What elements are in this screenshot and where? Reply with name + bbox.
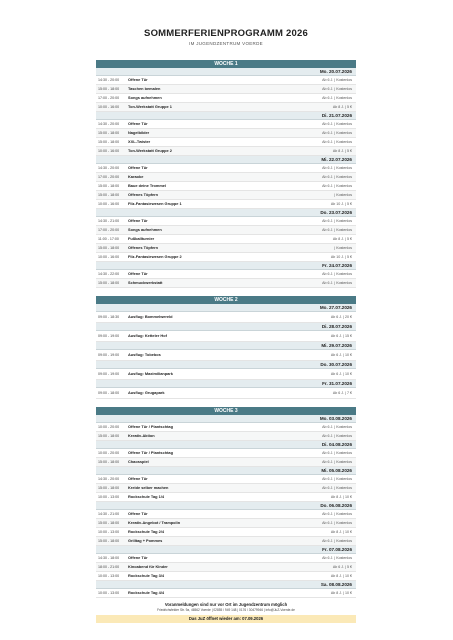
reopen-banner: Das JuZ öffnet wieder am: 07.09.2026 — [96, 615, 356, 623]
row-activity: Offene Tür — [128, 121, 148, 126]
row-price: Ab 6 J. | 10 € — [330, 353, 352, 357]
row-time: 17:00 - 20:00 — [98, 175, 120, 179]
row-price: Ab 6 J. | Kostenlos — [322, 521, 352, 525]
row-price: Ab 6 J. | Kostenlos — [322, 272, 352, 276]
row-price: Ab 6 J. | Kostenlos — [322, 556, 352, 560]
table-row — [96, 475, 356, 484]
row-price: Ab 8 J. | 5 € — [332, 149, 352, 153]
day-header: Di. 21.07.2026 — [96, 112, 356, 120]
row-price: Ab 6 J. | Kostenlos — [322, 87, 352, 91]
row-activity: XXL-Twister — [128, 139, 151, 144]
row-activity: Filz-Fantasiewesen Gruppe 1 — [128, 201, 182, 206]
table-row — [96, 589, 356, 598]
table-row — [96, 493, 356, 502]
row-price: Ab 6 J. | Kostenlos — [322, 460, 352, 464]
day-header: Mo. 27.07.2026 — [96, 304, 356, 312]
registration-note: Voranmeldungen sind nur vor Ort im Jugendzentrum möglich — [164, 602, 288, 607]
table-row — [96, 312, 356, 323]
row-activity: Nagelbilder — [128, 130, 150, 135]
table-row — [96, 85, 356, 94]
row-price: Ab 6 J. | Kostenlos — [322, 486, 352, 490]
row-time: 15:00 - 18:00 — [98, 87, 120, 91]
table-row — [96, 423, 356, 432]
row-price: Ab 6 J. | Kostenlos — [322, 122, 352, 126]
row-activity: Ausflug: Ketteler Hof — [128, 333, 167, 338]
row-activity: Karaoke — [128, 174, 144, 179]
page-title: SOMMERFERIENPROGRAMM 2026 — [144, 28, 308, 39]
row-time: 15:00 - 18:00 — [98, 140, 120, 144]
day-header: Do. 06.08.2026 — [96, 502, 356, 510]
row-activity: Offene Tür / Plantschtag — [128, 424, 173, 429]
row-activity: Chaosspiel — [128, 459, 149, 464]
row-activity: Ausflug: Grugapark — [128, 390, 165, 395]
row-activity: Ton-Werkstatt Gruppe 2 — [128, 148, 172, 153]
row-price: Ab 6 J. | Kostenlos — [322, 434, 352, 438]
table-row — [96, 432, 356, 441]
table-row — [96, 226, 356, 235]
day-header: Di. 28.07.2026 — [96, 323, 356, 331]
row-time: 10:00 - 20:00 — [98, 425, 120, 429]
row-price: Ab 8 J. | 10 € — [330, 530, 352, 534]
row-price: Ab 6 J. | Kostenlos — [322, 96, 352, 100]
row-price: Ab 6 J. | Kostenlos — [322, 451, 352, 455]
row-price: Ab 6 J. | Kostenlos — [322, 131, 352, 135]
row-price: Ab 6 J. | Kostenlos — [322, 477, 352, 481]
row-time: 15:00 - 18:00 — [98, 131, 120, 135]
table-row — [96, 270, 356, 279]
table-row — [96, 572, 356, 581]
row-activity: Rockschule Tag 2/4 — [128, 529, 165, 534]
table-row — [96, 200, 356, 209]
row-activity: Offene Tür — [128, 218, 148, 223]
row-time: 10:00 - 16:00 — [98, 105, 120, 109]
row-activity: Songs aufnehmen — [128, 95, 162, 100]
row-time: 10:00 - 13:00 — [98, 574, 120, 578]
row-time: 10:00 - 16:00 — [98, 202, 120, 206]
row-price: Ab 6 J. | 20 € — [330, 315, 352, 319]
table-row — [96, 94, 356, 103]
table-row — [96, 191, 356, 200]
day-header: Do. 30.07.2026 — [96, 361, 356, 369]
row-time: 14:30 - 20:00 — [98, 122, 120, 126]
table-row — [96, 537, 356, 546]
row-time: 14:30 - 21:00 — [98, 219, 120, 223]
table-row — [96, 129, 356, 138]
row-activity: Filz-Fantasiewesen Gruppe 2 — [128, 254, 182, 259]
row-time: 10:00 - 20:00 — [98, 451, 120, 455]
day-header: Mo. 20.07.2026 — [96, 68, 356, 76]
row-price: Ab 6 J. | 7 € — [332, 391, 352, 395]
row-time: 09:00 - 18:30 — [98, 315, 120, 319]
row-activity: Offene Tür — [128, 511, 148, 516]
week-header: WOCHE 2 — [96, 296, 356, 304]
row-price: Ab 8 J. | 5 € — [332, 237, 352, 241]
table-row — [96, 182, 356, 191]
table-row — [96, 369, 356, 380]
row-activity: Offene Tür — [128, 476, 148, 481]
page-subtitle: IM JUGENDZENTRUM VOERDE — [189, 41, 263, 46]
table-row — [96, 458, 356, 467]
row-price: Ab 8 J. | 10 € — [330, 495, 352, 499]
row-activity: Offene Tür — [128, 555, 148, 560]
row-time: 14:30 - 20:00 — [98, 166, 120, 170]
row-activity: Songs aufnehmen — [128, 227, 162, 232]
row-time: 10:00 - 13:00 — [98, 530, 120, 534]
row-activity: Taschen bemalen — [128, 86, 161, 91]
table-row — [96, 253, 356, 262]
row-time: 10:00 - 13:00 — [98, 591, 120, 595]
row-time: 17:00 - 20:00 — [98, 96, 120, 100]
row-price: Ab 6 J. | Kostenlos — [322, 281, 352, 285]
day-header: Mi. 22.07.2026 — [96, 156, 356, 164]
row-time: 14:30 - 20:00 — [98, 78, 120, 82]
row-activity: Rockschule Tag 4/4 — [128, 590, 165, 595]
day-header: Sa. 08.08.2026 — [96, 581, 356, 589]
day-header: Fr. 24.07.2026 — [96, 262, 356, 270]
row-time: 14:30 - 22:00 — [98, 272, 120, 276]
row-time: 10:00 - 16:00 — [98, 149, 120, 153]
row-price: | Kostenlos — [334, 246, 352, 250]
day-header: Mi. 29.07.2026 — [96, 342, 356, 350]
row-price: Ab 8 J. | 10 € — [330, 574, 352, 578]
row-time: 09:00 - 19:00 — [98, 372, 120, 376]
row-activity: Ton-Werkstatt Gruppe 1 — [128, 104, 172, 109]
table-row — [96, 519, 356, 528]
row-time: 09:00 - 19:00 — [98, 353, 120, 357]
day-header: Mo. 03.08.2026 — [96, 415, 356, 423]
row-time: 15:00 - 18:00 — [98, 246, 120, 250]
row-activity: Offene Tür — [128, 271, 148, 276]
row-time: 09:00 - 18:00 — [98, 391, 120, 395]
row-activity: Kreide selber machen — [128, 485, 169, 490]
weeks-container — [96, 60, 356, 598]
row-price: Ab 6 J. | Kostenlos — [322, 78, 352, 82]
table-row — [96, 279, 356, 288]
table-row — [96, 484, 356, 493]
row-time: 10:00 - 13:00 — [98, 495, 120, 499]
row-activity: Rockschule Tag 1/4 — [128, 494, 165, 499]
table-row — [96, 554, 356, 563]
day-header: Fr. 31.07.2026 — [96, 380, 356, 388]
row-price: Ab 8 J. | 5 € — [332, 105, 352, 109]
row-activity: Offenes Töpfern — [128, 192, 159, 197]
row-time: 15:00 - 18:00 — [98, 281, 120, 285]
row-time: 11:00 - 17:00 — [98, 237, 119, 241]
row-price: Ab 6 J. | Kostenlos — [322, 219, 352, 223]
row-price: Ab 8 J. | 10 € — [330, 591, 352, 595]
row-activity: Offene Tür / Plantschtag — [128, 450, 173, 455]
table-row — [96, 103, 356, 112]
day-header: Di. 04.08.2026 — [96, 441, 356, 449]
table-row — [96, 244, 356, 253]
row-time: 10:00 - 16:00 — [98, 255, 120, 259]
row-price: Ab 6 J. | 15 € — [330, 334, 352, 338]
row-price: Ab 6 J. | 10 € — [330, 372, 352, 376]
row-time: 15:00 - 18:00 — [98, 184, 120, 188]
row-activity: Grilltag + Pommes — [128, 538, 163, 543]
row-time: 15:00 - 18:00 — [98, 460, 120, 464]
program-sheet — [96, 18, 356, 623]
row-price: Ab 10 J. | 5 € — [330, 255, 352, 259]
table-row — [96, 449, 356, 458]
table-row — [96, 235, 356, 244]
row-time: 09:00 - 19:00 — [98, 334, 120, 338]
contact-info: Friedrichsfelder Str. 9a, 46562 Voerde | 02855 / 949 148 | 0176 / 30479946 | info@JuZ-Voerde.de — [157, 608, 295, 612]
table-row — [96, 147, 356, 156]
row-price: Ab 6 J. | Kostenlos — [322, 166, 352, 170]
row-activity: Fußballturnier — [128, 236, 155, 241]
row-activity: Offene Tür — [128, 165, 148, 170]
row-price: Ab 10 J. | 5 € — [330, 202, 352, 206]
row-activity: Kreativ-Angebot / Trampolin — [128, 520, 181, 525]
row-price: Ab 6 J. | Kostenlos — [322, 228, 352, 232]
row-activity: Schmuckwerkstatt — [128, 280, 163, 285]
day-header: Do. 23.07.2026 — [96, 209, 356, 217]
row-activity: Ausflug: Bommelwereld — [128, 314, 173, 319]
row-price: Ab 6 J. | Kostenlos — [322, 175, 352, 179]
table-row — [96, 388, 356, 399]
row-time: 18:00 - 21:00 — [98, 565, 120, 569]
row-time: 14:30 - 20:00 — [98, 477, 120, 481]
row-activity: Offenes Töpfern — [128, 245, 159, 250]
row-price: Ab 6 J. | Kostenlos — [322, 140, 352, 144]
row-activity: Rockschule Tag 3/4 — [128, 573, 165, 578]
table-row — [96, 164, 356, 173]
row-price: Ab 6 J. | Kostenlos — [322, 539, 352, 543]
row-activity: Ausflug: Tobebos — [128, 352, 161, 357]
row-time: 15:00 - 18:00 — [98, 434, 120, 438]
row-price: | Kostenlos — [334, 193, 352, 197]
row-activity: Ausflug: Maximilianpark — [128, 371, 173, 376]
day-header: Mi. 05.08.2026 — [96, 467, 356, 475]
week-gap — [96, 288, 356, 296]
row-activity: Baue deine Trommel — [128, 183, 167, 188]
table-row — [96, 528, 356, 537]
table-row — [96, 331, 356, 342]
table-row — [96, 138, 356, 147]
row-activity: Offene Tür — [128, 77, 148, 82]
table-row — [96, 120, 356, 129]
row-activity: Kinoabend für Kinder — [128, 564, 168, 569]
table-row — [96, 350, 356, 361]
table-row — [96, 76, 356, 85]
row-price: Ab 6 J. | 5 € — [332, 565, 352, 569]
week-header: WOCHE 3 — [96, 407, 356, 415]
week-gap — [96, 399, 356, 407]
row-time: 14:30 - 21:00 — [98, 512, 120, 516]
table-row — [96, 563, 356, 572]
row-price: Ab 6 J. | Kostenlos — [322, 425, 352, 429]
day-header: Fr. 07.08.2026 — [96, 546, 356, 554]
row-time: 17:00 - 20:00 — [98, 228, 120, 232]
table-row — [96, 173, 356, 182]
row-price: Ab 6 J. | Kostenlos — [322, 512, 352, 516]
row-price: Ab 6 J. | Kostenlos — [322, 184, 352, 188]
row-time: 15:00 - 18:00 — [98, 539, 120, 543]
row-time: 14:30 - 18:00 — [98, 556, 120, 560]
table-row — [96, 510, 356, 519]
table-row — [96, 217, 356, 226]
row-time: 15:00 - 18:00 — [98, 193, 120, 197]
week-header: WOCHE 1 — [96, 60, 356, 68]
row-time: 15:00 - 18:00 — [98, 486, 120, 490]
row-activity: Kreativ-Aktion — [128, 433, 155, 438]
row-time: 15:00 - 18:00 — [98, 521, 120, 525]
